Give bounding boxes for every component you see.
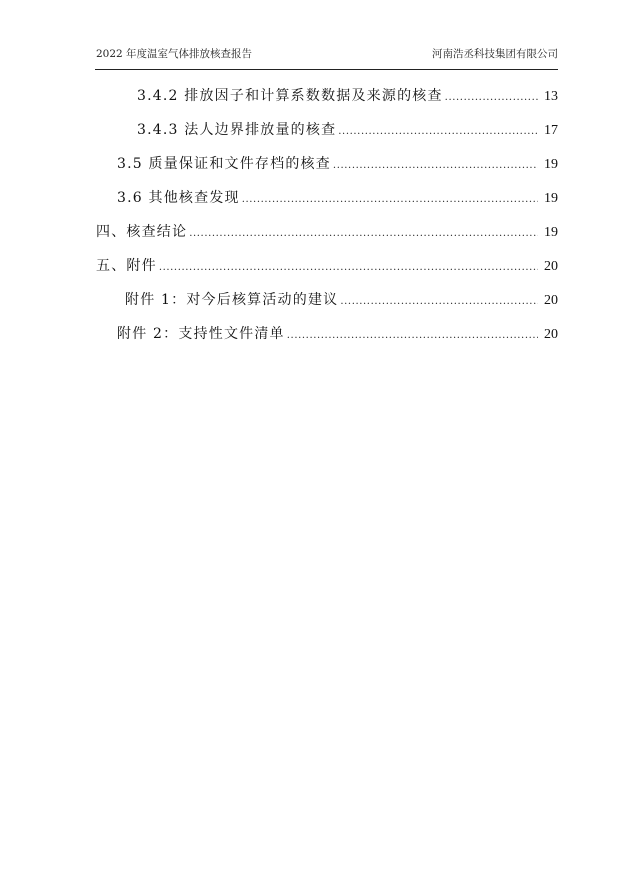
toc-dot-leader [340,290,538,314]
report-title: 2022 年度温室气体排放核查报告 [96,48,253,60]
toc-page-number: 20 [544,259,558,274]
toc-entry-attachments[interactable] [96,254,558,278]
toc-page-number: 17 [544,123,558,138]
toc-dot-leader [333,154,538,178]
toc-dot-leader [159,256,538,280]
toc-entry-attachment-2[interactable] [117,322,558,346]
toc-entry-title: 四、核查结论 [96,224,188,240]
toc-page-number: 13 [544,89,558,104]
company-name: 河南浩丞科技集团有限公司 [432,48,558,60]
toc-page-number: 19 [544,191,558,206]
toc-entry-3-4-3[interactable] [137,118,558,142]
toc-entry-3-5[interactable] [117,152,558,176]
toc-entry-3-4-2[interactable] [137,84,558,108]
toc-dot-leader [445,86,538,110]
toc-entry-conclusion[interactable] [96,220,558,244]
toc-page-number: 19 [544,157,558,172]
toc-dot-leader [287,324,538,348]
toc-entry-title: 附件 2：支持性文件清单 [117,326,285,342]
toc-dot-leader [242,188,538,212]
toc-entry-title: 3.5 质量保证和文件存档的核查 [117,156,331,172]
toc-page-number: 20 [544,327,558,342]
toc-page-number: 19 [544,225,558,240]
toc-entry-title: 3.4.2 排放因子和计算系数数据及来源的核查 [137,88,443,104]
toc-entry-3-6[interactable] [117,186,558,210]
toc-dot-leader [338,120,538,144]
toc-entry-title: 3.4.3 法人边界排放量的核查 [137,122,337,138]
toc-dot-leader [189,222,538,246]
toc-entry-title: 3.6 其他核查发现 [117,190,240,206]
toc-entry-title: 附件 1：对今后核算活动的建议 [125,292,339,308]
toc-entry-attachment-1[interactable] [125,288,558,312]
toc-page-number: 20 [544,293,558,308]
toc-entry-title: 五、附件 [96,258,157,274]
